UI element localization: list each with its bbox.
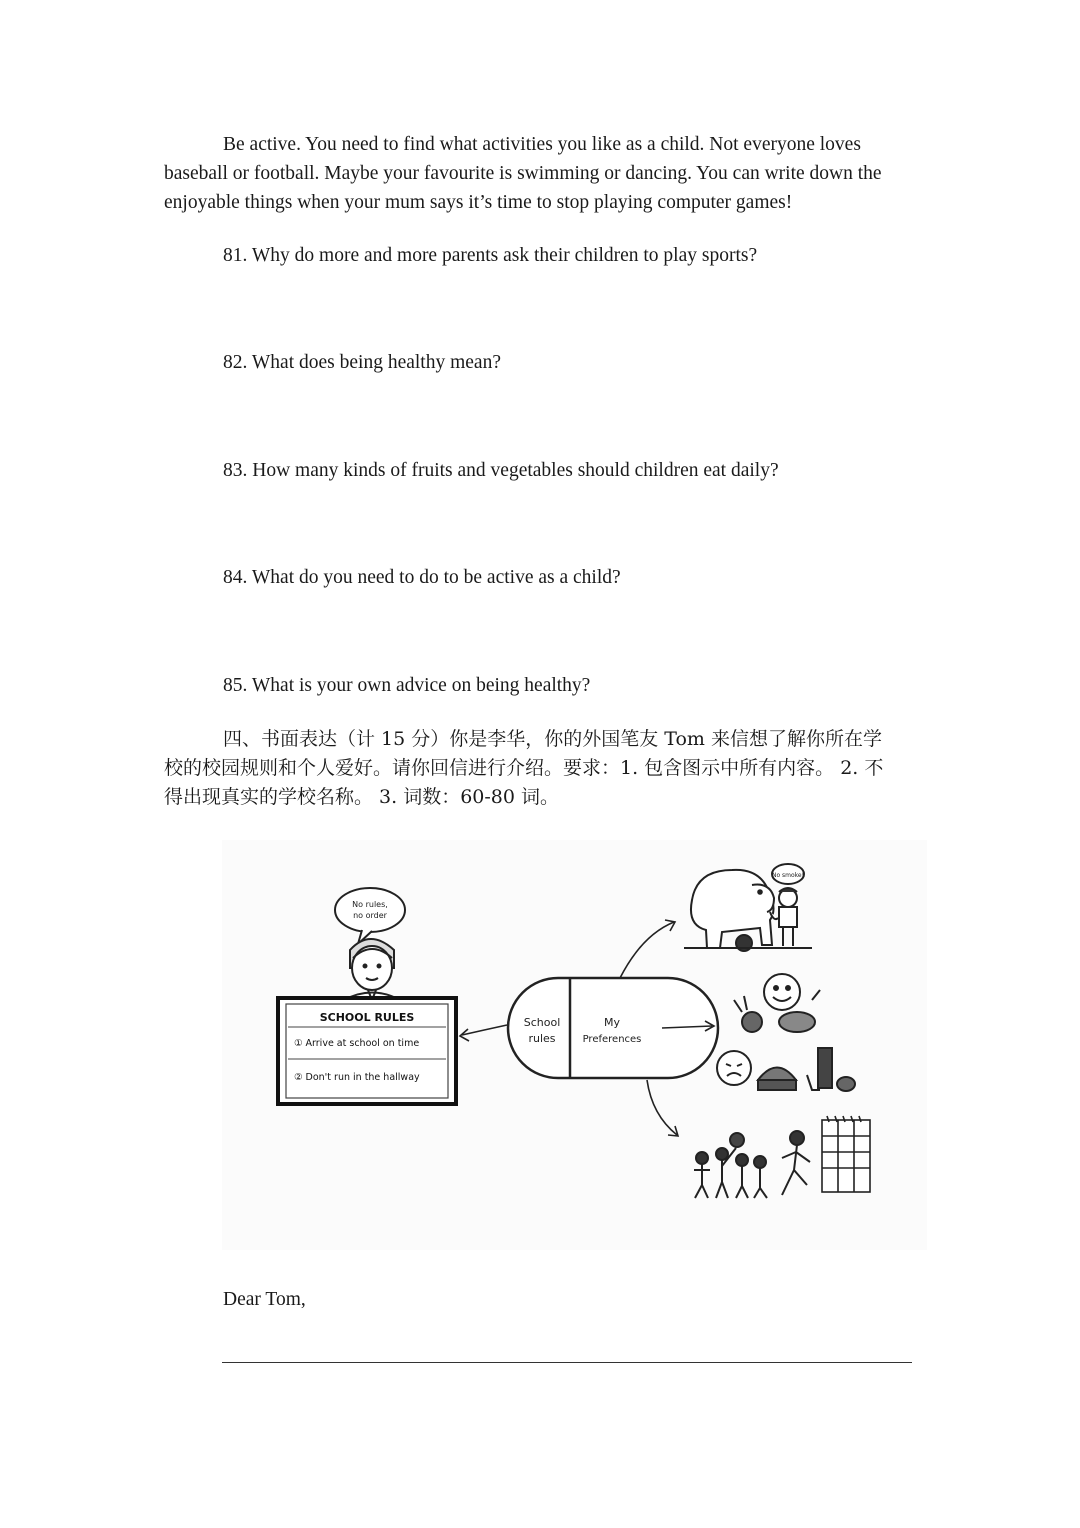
boy-speech-bubble-text: No smoke! — [771, 872, 805, 879]
task-line: 得出现真实的学校名称。 3. 词数：60-80 词。 — [164, 786, 560, 808]
passage-paragraph — [164, 130, 914, 217]
capsule-left-line1: School — [523, 1016, 561, 1029]
question-81: 81. Why do more and more parents ask their children to play sports? — [223, 245, 758, 266]
illustration-figure — [222, 840, 927, 1250]
task-line: 四、书面表达（计 15 分）你是李华，你的外国笔友 Tom 来信想了解你所在学 — [223, 728, 882, 750]
capsule-right-line1: My — [603, 1016, 621, 1029]
passage-line: baseball or football. Maybe your favourite is swimming or dancing. You can write down the — [164, 163, 882, 184]
question-85: 85. What is your own advice on being healthy? — [223, 675, 591, 696]
writing-task-instructions — [164, 725, 914, 812]
board-rule-1: ① Arrive at school on time — [294, 1038, 420, 1049]
school-rules-board — [278, 998, 456, 1104]
passage-line: enjoyable things when your mum says it’s time to stop playing computer games! — [164, 192, 793, 213]
letter-salutation: Dear Tom, — [223, 1289, 306, 1310]
board-rule-2: ② Don't run in the hallway — [294, 1072, 420, 1083]
answer-writing-line[interactable] — [222, 1362, 912, 1363]
question-83: 83. How many kinds of fruits and vegetables should children eat daily? — [223, 460, 779, 481]
capsule-left-line2: rules — [528, 1032, 556, 1045]
schedule-sheet-illustration — [822, 1116, 870, 1192]
teacher-bubble-line2: no order — [353, 911, 387, 920]
board-title: SCHOOL RULES — [319, 1011, 415, 1024]
capsule-right-line2: Preferences — [582, 1034, 642, 1045]
passage-line: Be active. You need to find what activities you like as a child. Not everyone loves — [223, 134, 861, 155]
question-84: 84. What do you need to do to be active as a child? — [223, 567, 621, 588]
center-capsule — [508, 978, 718, 1078]
illustration-svg — [222, 840, 927, 1250]
question-82: 82. What does being healthy mean? — [223, 352, 501, 373]
task-line: 校的校园规则和个人爱好。请你回信进行介绍。要求：1. 包含图示中所有内容。 2. 不 — [164, 757, 884, 779]
teacher-bubble-line1: No rules, — [352, 900, 388, 909]
